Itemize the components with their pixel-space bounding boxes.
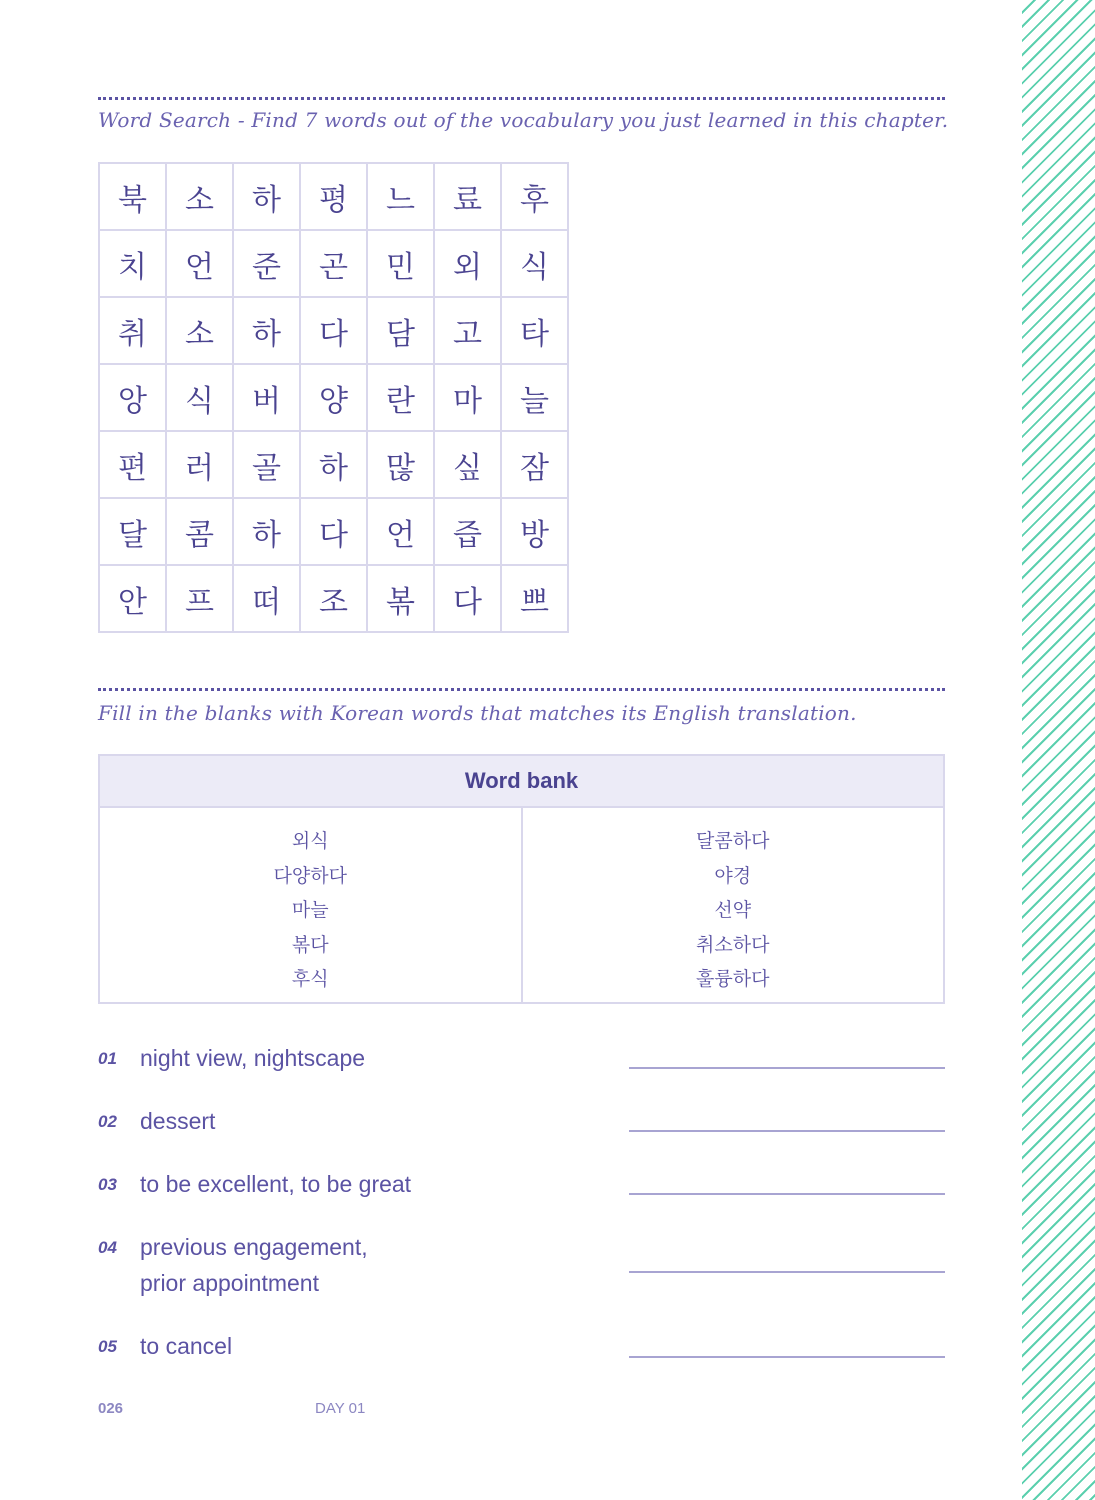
grid-cell: 취 bbox=[100, 298, 165, 363]
grid-cell: 민 bbox=[368, 231, 433, 296]
answer-blank[interactable] bbox=[629, 1193, 945, 1195]
word-bank-item: 훌륭하다 bbox=[696, 968, 770, 990]
question-text bbox=[140, 1166, 411, 1202]
question-text bbox=[140, 1103, 215, 1139]
grid-cell: 늘 bbox=[502, 365, 567, 430]
question-text-line: to be excellent, to be great bbox=[140, 1171, 412, 1197]
question-text-line: prior appointment bbox=[140, 1270, 319, 1296]
day-label: DAY 01 bbox=[315, 1400, 366, 1417]
section-divider-top bbox=[98, 97, 945, 100]
word-bank-right-column bbox=[523, 808, 944, 1002]
grid-cell: 싶 bbox=[435, 432, 500, 497]
grid-cell: 곤 bbox=[301, 231, 366, 296]
grid-cell: 양 bbox=[301, 365, 366, 430]
grid-cell: 다 bbox=[301, 298, 366, 363]
grid-cell: 떠 bbox=[234, 566, 299, 631]
question-number: 03 bbox=[98, 1175, 117, 1194]
grid-cell: 하 bbox=[234, 499, 299, 564]
question-number: 01 bbox=[98, 1049, 117, 1068]
question-text-line: night view, nightscape bbox=[140, 1045, 366, 1071]
answer-blank[interactable] bbox=[629, 1356, 945, 1358]
answer-blank[interactable] bbox=[629, 1130, 945, 1132]
word-bank-item: 달콤하다 bbox=[696, 830, 770, 852]
word-search-instruction: Word Search - Find 7 words out of the vocabulary you just learned in this chapter. bbox=[98, 108, 949, 132]
grid-cell: 쁘 bbox=[502, 566, 567, 631]
word-bank-item: 야경 bbox=[714, 864, 752, 887]
answer-blank[interactable] bbox=[629, 1271, 945, 1273]
grid-cell: 식 bbox=[167, 365, 232, 430]
grid-cell: 언 bbox=[368, 499, 433, 564]
grid-cell: 마 bbox=[435, 365, 500, 430]
word-bank-item: 다양하다 bbox=[273, 864, 347, 887]
question-text bbox=[140, 1229, 368, 1301]
question-text bbox=[140, 1328, 232, 1364]
grid-cell: 담 bbox=[368, 298, 433, 363]
word-bank-item: 마늘 bbox=[291, 899, 329, 921]
question-number: 02 bbox=[98, 1112, 117, 1131]
grid-cell: 볶 bbox=[368, 566, 433, 631]
grid-cell: 준 bbox=[234, 231, 299, 296]
question-number: 05 bbox=[98, 1337, 117, 1356]
section-divider-bottom bbox=[98, 688, 945, 691]
grid-cell: 란 bbox=[368, 365, 433, 430]
answer-blank[interactable] bbox=[629, 1067, 945, 1069]
grid-cell: 안 bbox=[100, 566, 165, 631]
grid-cell: 즙 bbox=[435, 499, 500, 564]
grid-cell: 료 bbox=[435, 164, 500, 229]
word-bank-item: 선약 bbox=[714, 899, 752, 921]
grid-cell: 소 bbox=[167, 164, 232, 229]
page-number: 026 bbox=[98, 1400, 124, 1417]
grid-cell: 치 bbox=[100, 231, 165, 296]
question-number: 04 bbox=[98, 1238, 117, 1257]
word-bank-item: 외식 bbox=[291, 830, 329, 852]
word-search-grid bbox=[98, 162, 569, 633]
word-bank-item: 후식 bbox=[291, 968, 329, 990]
grid-cell: 하 bbox=[234, 164, 299, 229]
grid-cell: 프 bbox=[167, 566, 232, 631]
grid-cell: 느 bbox=[368, 164, 433, 229]
grid-cell: 버 bbox=[234, 365, 299, 430]
grid-cell: 고 bbox=[435, 298, 500, 363]
grid-cell: 언 bbox=[167, 231, 232, 296]
word-bank-item: 볶다 bbox=[291, 933, 329, 956]
word-bank-item: 취소하다 bbox=[696, 933, 770, 956]
question-text-line: previous engagement, bbox=[140, 1234, 368, 1260]
word-bank-left-column bbox=[100, 808, 523, 1002]
word-bank-title: Word bank bbox=[100, 756, 943, 808]
grid-cell: 북 bbox=[100, 164, 165, 229]
grid-cell: 다 bbox=[435, 566, 500, 631]
question-text-line: dessert bbox=[140, 1108, 216, 1134]
grid-cell: 잠 bbox=[502, 432, 567, 497]
grid-cell: 평 bbox=[301, 164, 366, 229]
grid-cell: 외 bbox=[435, 231, 500, 296]
grid-cell: 앙 bbox=[100, 365, 165, 430]
grid-cell: 편 bbox=[100, 432, 165, 497]
grid-cell: 많 bbox=[368, 432, 433, 497]
grid-cell: 다 bbox=[301, 499, 366, 564]
grid-cell: 조 bbox=[301, 566, 366, 631]
word-bank bbox=[98, 754, 945, 1004]
question-text-line: to cancel bbox=[140, 1333, 233, 1359]
grid-cell: 달 bbox=[100, 499, 165, 564]
grid-cell: 하 bbox=[301, 432, 366, 497]
grid-cell: 후 bbox=[502, 164, 567, 229]
grid-cell: 소 bbox=[167, 298, 232, 363]
grid-cell: 러 bbox=[167, 432, 232, 497]
grid-cell: 식 bbox=[502, 231, 567, 296]
decorative-stripes bbox=[1022, 0, 1095, 1500]
fill-blanks-instruction: Fill in the blanks with Korean words that matches its English translation. bbox=[98, 701, 857, 725]
grid-cell: 방 bbox=[502, 499, 567, 564]
grid-cell: 하 bbox=[234, 298, 299, 363]
grid-cell: 타 bbox=[502, 298, 567, 363]
grid-cell: 골 bbox=[234, 432, 299, 497]
question-text bbox=[140, 1040, 365, 1076]
grid-cell: 콤 bbox=[167, 499, 232, 564]
